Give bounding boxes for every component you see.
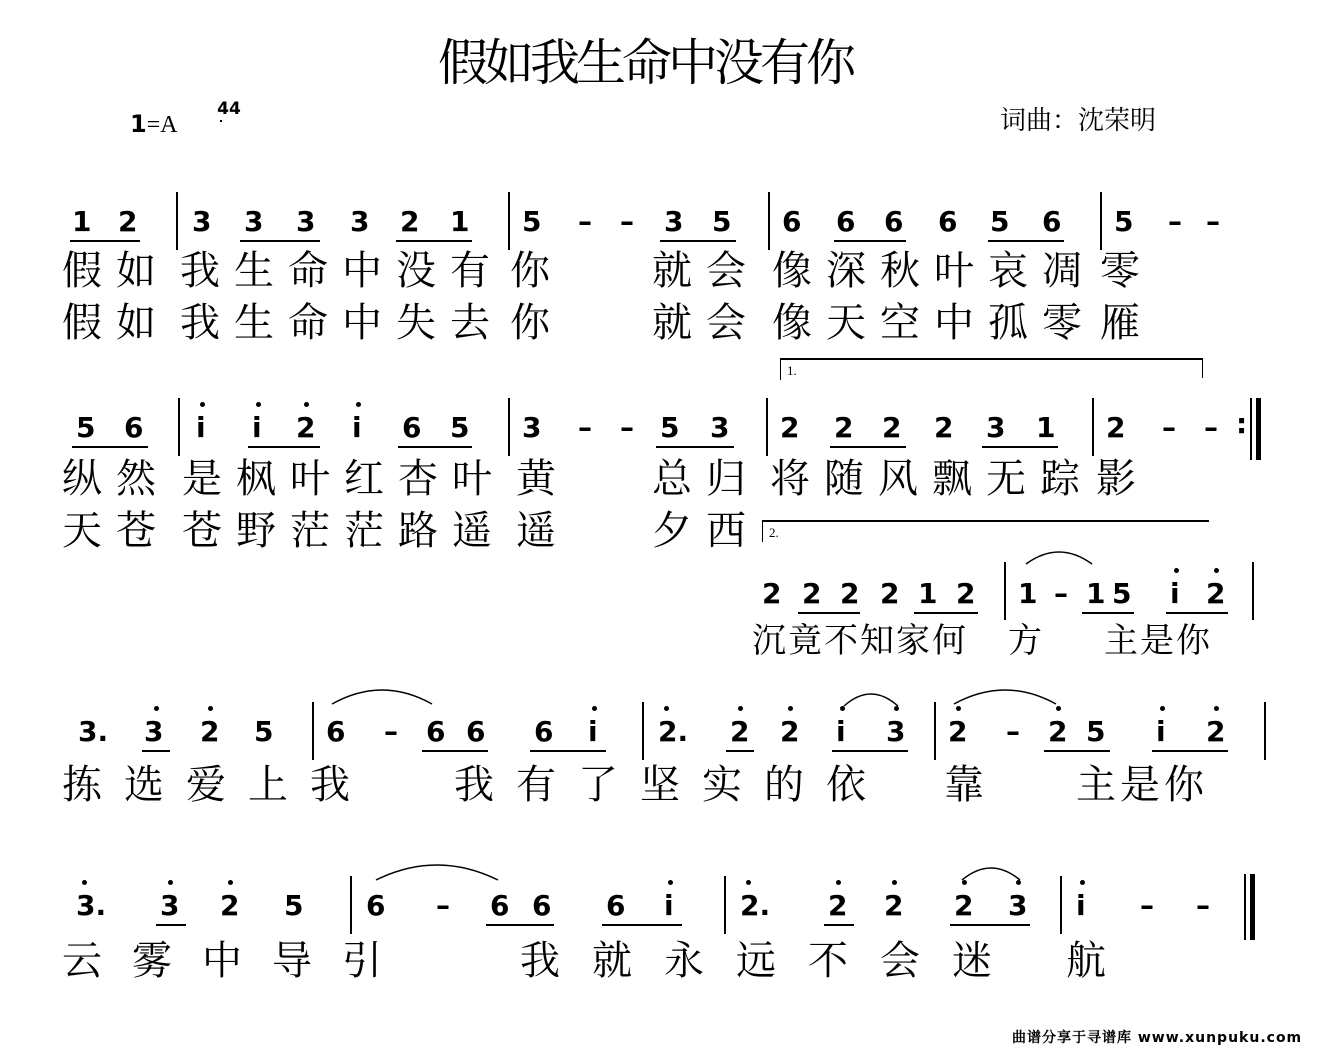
high-dot — [592, 706, 597, 711]
final-barline-thin — [1244, 874, 1246, 940]
note: 6 — [884, 205, 904, 238]
underline — [950, 924, 1030, 926]
note: – — [1204, 411, 1218, 444]
underline — [832, 750, 908, 752]
lyric: 假如 — [62, 300, 170, 346]
barline — [934, 702, 936, 760]
note: i — [196, 411, 206, 444]
note: 3 — [296, 205, 316, 238]
note: i — [1076, 889, 1086, 922]
note: – — [384, 715, 398, 748]
lyric: 你 — [510, 248, 564, 294]
note: 3 — [522, 411, 542, 444]
lyric: 就会 — [652, 248, 760, 294]
note: 3 — [350, 205, 370, 238]
note: 3. — [78, 715, 109, 748]
high-dot — [1174, 568, 1179, 573]
note: 5 — [450, 411, 470, 444]
note: 2 — [220, 889, 240, 922]
lyric: 假如 — [62, 248, 170, 294]
repeat-dots: : — [1236, 407, 1248, 440]
underline — [656, 446, 734, 448]
slur — [842, 688, 900, 708]
high-dot — [200, 402, 205, 407]
slur — [374, 858, 500, 882]
barline — [642, 702, 644, 760]
note: 5 — [1112, 577, 1132, 610]
note: – — [1054, 577, 1068, 610]
underline — [1152, 750, 1228, 752]
lyric: 是枫叶红杏叶 — [182, 456, 506, 502]
lyric: 我生命中失去 — [180, 300, 504, 346]
underline — [1044, 750, 1110, 752]
high-dot — [746, 880, 751, 885]
lyric: 影 — [1096, 456, 1150, 502]
note: – — [620, 205, 634, 238]
credit: 词曲：沈荣明 — [1000, 106, 1157, 136]
note: 2 — [118, 205, 138, 238]
lyric: 像深秋叶哀凋 — [772, 248, 1096, 294]
high-dot — [208, 706, 213, 711]
note: i — [352, 411, 362, 444]
slur — [330, 684, 434, 706]
note: 2 — [1048, 715, 1068, 748]
note: 6 — [326, 715, 346, 748]
lyric: 云雾中导引 — [62, 938, 412, 984]
lyric: 雁 — [1100, 300, 1154, 346]
high-dot — [738, 706, 743, 711]
note: 5 — [990, 205, 1010, 238]
high-dot — [228, 880, 233, 885]
note: 5 — [1114, 205, 1134, 238]
high-dot — [154, 706, 159, 711]
underline — [70, 240, 140, 242]
underline — [660, 240, 736, 242]
lyric: 就会 — [652, 300, 760, 346]
note: 6 — [366, 889, 386, 922]
lyric: 方 — [1008, 621, 1044, 661]
note: – — [1168, 205, 1182, 238]
note: 2 — [954, 889, 974, 922]
note: – — [1206, 205, 1220, 238]
note: 2 — [1206, 577, 1226, 610]
note: 2 — [1106, 411, 1126, 444]
note: 6 — [490, 889, 510, 922]
key-signature: 1=A — [130, 110, 178, 138]
barline — [1252, 562, 1254, 620]
lyric: 黄 — [516, 456, 570, 502]
note: 2 — [780, 715, 800, 748]
note: 5 — [254, 715, 274, 748]
lyric: 零 — [1100, 248, 1154, 294]
barline — [1060, 876, 1062, 934]
note: i — [252, 411, 262, 444]
note: 2 — [762, 577, 782, 610]
high-dot — [1080, 880, 1085, 885]
lyric: 拣选爱上我 — [62, 762, 372, 808]
underline — [982, 446, 1058, 448]
volta-1: 1. — [780, 358, 1203, 380]
underline — [156, 924, 186, 926]
note: 3 — [986, 411, 1006, 444]
barline — [1092, 398, 1094, 456]
slur — [1024, 546, 1094, 566]
note: 3 — [160, 889, 180, 922]
underline — [1166, 612, 1228, 614]
high-dot — [256, 402, 261, 407]
note: 6 — [426, 715, 446, 748]
note: – — [578, 411, 592, 444]
lyric: 遥 — [516, 508, 570, 554]
note: 2 — [802, 577, 822, 610]
note: 2 — [834, 411, 854, 444]
underline — [726, 750, 754, 752]
note: – — [436, 889, 450, 922]
note: i — [664, 889, 674, 922]
note: 3. — [76, 889, 107, 922]
underline — [530, 750, 606, 752]
underline — [830, 446, 906, 448]
note: 6 — [534, 715, 554, 748]
high-dot — [1160, 706, 1165, 711]
underline — [1082, 612, 1134, 614]
final-barline-thick — [1250, 874, 1255, 940]
high-dot — [956, 706, 961, 711]
note: 5 — [712, 205, 732, 238]
volta-end — [1202, 358, 1203, 378]
note: 2 — [956, 577, 976, 610]
note: 5 — [522, 205, 542, 238]
note: 2 — [880, 577, 900, 610]
note: 2 — [948, 715, 968, 748]
note: 2 — [296, 411, 316, 444]
underline — [914, 612, 978, 614]
lyric: 我有了坚实的依 — [454, 762, 888, 808]
lyric: 主是你 — [1104, 621, 1212, 661]
note: 5 — [76, 411, 96, 444]
high-dot — [836, 880, 841, 885]
note: 5 — [1086, 715, 1106, 748]
note: 1 — [72, 205, 92, 238]
barline — [350, 876, 352, 934]
note: 6 — [1042, 205, 1062, 238]
lyric: 总归 — [652, 456, 760, 502]
note: 2. — [740, 889, 771, 922]
lyric: 主是你 — [1076, 762, 1208, 808]
note: 6 — [606, 889, 626, 922]
note: 1 — [1086, 577, 1106, 610]
high-dot — [304, 402, 309, 407]
high-dot — [1214, 706, 1219, 711]
lyric: 夕西 — [652, 508, 760, 554]
note: – — [1162, 411, 1176, 444]
barline — [768, 192, 770, 250]
note: i — [1170, 577, 1180, 610]
note: 3 — [1008, 889, 1028, 922]
note: 2. — [658, 715, 689, 748]
note: 6 — [124, 411, 144, 444]
barline — [766, 398, 768, 456]
underline — [486, 924, 554, 926]
underline — [398, 446, 472, 448]
high-dot — [664, 706, 669, 711]
note: 2 — [884, 889, 904, 922]
note: 2 — [1206, 715, 1226, 748]
note: 6 — [836, 205, 856, 238]
high-dot — [892, 880, 897, 885]
underline — [824, 924, 854, 926]
note: i — [1156, 715, 1166, 748]
footer-watermark: 曲谱分享于寻谱库 www.xunpuku.com — [1012, 1030, 1303, 1046]
note: 5 — [660, 411, 680, 444]
barline — [1004, 562, 1006, 620]
underline — [396, 240, 472, 242]
note: 3 — [710, 411, 730, 444]
note: 1 — [918, 577, 938, 610]
underline — [72, 446, 148, 448]
repeat-barline-thin — [1250, 398, 1252, 460]
note: 1 — [1036, 411, 1056, 444]
note: 6 — [938, 205, 958, 238]
note: 6 — [782, 205, 802, 238]
lyric: 将随风飘无踪 — [770, 456, 1094, 502]
note: – — [1140, 889, 1154, 922]
lyric: 航 — [1066, 938, 1120, 984]
barline — [176, 192, 178, 250]
note: 2 — [840, 577, 860, 610]
note: i — [588, 715, 598, 748]
high-dot — [356, 402, 361, 407]
volta-2: 2. — [762, 520, 1209, 542]
note: 6 — [466, 715, 486, 748]
barline — [178, 398, 180, 456]
high-dot — [788, 706, 793, 711]
high-dot — [168, 880, 173, 885]
note: – — [620, 411, 634, 444]
barline — [508, 192, 510, 250]
note: 6 — [402, 411, 422, 444]
high-dot — [668, 880, 673, 885]
lyric: 你 — [510, 300, 564, 346]
lyric: 我就永远不会迷 — [520, 938, 1024, 984]
note: – — [578, 205, 592, 238]
note: 1 — [1018, 577, 1038, 610]
note: 3 — [244, 205, 264, 238]
underline — [988, 240, 1064, 242]
note: 2 — [730, 715, 750, 748]
underline — [602, 924, 682, 926]
high-dot — [82, 880, 87, 885]
note: 3 — [192, 205, 212, 238]
note: – — [1006, 715, 1020, 748]
lyric: 像天空中孤零 — [772, 300, 1096, 346]
slur — [952, 684, 1058, 706]
lyric: 我生命中没有 — [180, 248, 504, 294]
note: 2 — [934, 411, 954, 444]
barline — [312, 702, 314, 760]
note: 2 — [882, 411, 902, 444]
barline — [1100, 192, 1102, 250]
lyric: 纵然 — [62, 456, 170, 502]
high-dot — [1056, 706, 1061, 711]
note: – — [1196, 889, 1210, 922]
note: 3 — [886, 715, 906, 748]
repeat-barline-thick — [1256, 398, 1261, 460]
time-signature: 4 4 — [216, 100, 242, 119]
barline — [724, 876, 726, 934]
note: 3 — [664, 205, 684, 238]
slur — [960, 862, 1022, 882]
lyric: 苍野茫茫路遥 — [182, 508, 506, 554]
underline — [248, 446, 320, 448]
note: 2 — [200, 715, 220, 748]
underline — [834, 240, 906, 242]
barline — [1264, 702, 1266, 760]
barline — [508, 398, 510, 456]
underline — [240, 240, 320, 242]
underline — [798, 612, 860, 614]
note: i — [836, 715, 846, 748]
page-title: 假如我生命中没有你 — [438, 34, 852, 92]
note: 2 — [400, 205, 420, 238]
underline — [142, 750, 170, 752]
lyric: 沉竟不知家何 — [752, 621, 968, 661]
note: 5 — [284, 889, 304, 922]
note: 2 — [780, 411, 800, 444]
note: 3 — [144, 715, 164, 748]
underline — [422, 750, 488, 752]
note: 1 — [450, 205, 470, 238]
note: 6 — [532, 889, 552, 922]
lyric: 靠 — [944, 762, 998, 808]
high-dot — [1214, 568, 1219, 573]
lyric: 天苍 — [62, 508, 170, 554]
note: 2 — [828, 889, 848, 922]
